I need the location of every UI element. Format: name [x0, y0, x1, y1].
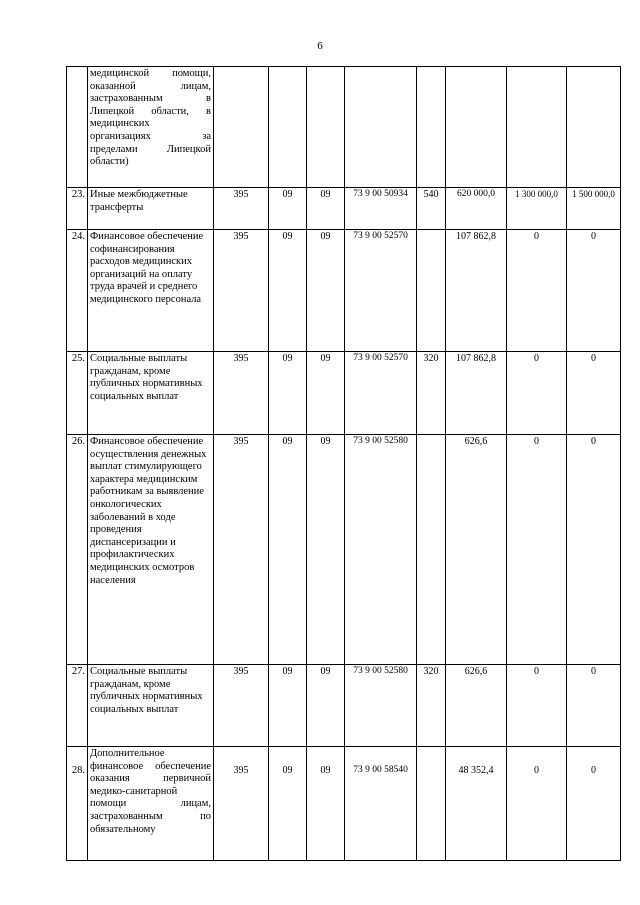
target-article-code: 73 9 00 52570 — [345, 230, 417, 352]
amount-year-3: 1 500 000,0 — [567, 188, 621, 230]
section-code: 09 — [269, 352, 307, 435]
expense-type-code — [417, 230, 446, 352]
amount-year-2: 0 — [507, 435, 567, 665]
expense-name: Социальные выплаты гражданам, кроме публичных нормативных социальных выплат — [88, 665, 214, 747]
target-article-code: 73 9 00 58540 — [345, 747, 417, 861]
amount-year-3: 0 — [567, 747, 621, 861]
subsection-code: 09 — [307, 665, 345, 747]
row-number: 27. — [67, 665, 88, 747]
table-row — [67, 747, 621, 861]
row-number — [67, 67, 88, 188]
amount-year-1: 107 862,8 — [446, 230, 507, 352]
expense-type-code — [417, 747, 446, 861]
admin-code: 395 — [214, 435, 269, 665]
amount-year-2: 0 — [507, 352, 567, 435]
row-number: 23. — [67, 188, 88, 230]
target-article-code — [345, 67, 417, 188]
section-code: 09 — [269, 188, 307, 230]
amount-year-2: 1 300 000,0 — [507, 188, 567, 230]
expense-type-code — [417, 67, 446, 188]
amount-year-1 — [446, 67, 507, 188]
table-row — [67, 230, 621, 352]
target-article-code: 73 9 00 52580 — [345, 665, 417, 747]
expense-name: Финансовое обеспечение софинансирования расходов медицинских организаций на оплату труда врачей и среднего медицинского персонала — [88, 230, 214, 352]
admin-code: 395 — [214, 230, 269, 352]
expense-name: Дополнительное финансовое обеспечение оказания первичной медико-санитарной помощи лицам, застрахованным по обязательному — [88, 747, 214, 861]
expense-name: Иные межбюджетные трансферты — [88, 188, 214, 230]
expense-type-code: 320 — [417, 352, 446, 435]
section-code: 09 — [269, 747, 307, 861]
table-row — [67, 435, 621, 665]
admin-code: 395 — [214, 352, 269, 435]
target-article-code: 73 9 00 52580 — [345, 435, 417, 665]
expense-name: медицинской помощи, оказанной лицам, застрахованным в Липецкой области, в медицинских организациях за пределами Липецкой области) — [88, 67, 214, 188]
subsection-code — [307, 67, 345, 188]
section-code: 09 — [269, 665, 307, 747]
subsection-code: 09 — [307, 352, 345, 435]
expense-name: Финансовое обеспечение осуществления денежных выплат стимулирующего характера медицинским работникам за выявление онкологических заболеваний в ходе проведения диспансеризации и профилактических медицинских осмотров населения — [88, 435, 214, 665]
amount-year-2: 0 — [507, 230, 567, 352]
row-number: 26. — [67, 435, 88, 665]
expense-type-code — [417, 435, 446, 665]
section-code: 09 — [269, 435, 307, 665]
amount-year-3: 0 — [567, 665, 621, 747]
amount-year-1: 626,6 — [446, 665, 507, 747]
amount-year-3 — [567, 67, 621, 188]
table-row — [67, 352, 621, 435]
amount-year-3: 0 — [567, 352, 621, 435]
amount-year-1: 48 352,4 — [446, 747, 507, 861]
budget-table — [66, 66, 621, 861]
subsection-code: 09 — [307, 747, 345, 861]
subsection-code: 09 — [307, 435, 345, 665]
subsection-code: 09 — [307, 230, 345, 352]
amount-year-1: 626,6 — [446, 435, 507, 665]
admin-code: 395 — [214, 747, 269, 861]
row-number: 28. — [67, 747, 88, 861]
section-code: 09 — [269, 230, 307, 352]
expense-type-code: 540 — [417, 188, 446, 230]
table-row — [67, 665, 621, 747]
amount-year-3: 0 — [567, 230, 621, 352]
table-row — [67, 67, 621, 188]
amount-year-2: 0 — [507, 747, 567, 861]
admin-code — [214, 67, 269, 188]
row-number: 25. — [67, 352, 88, 435]
page-number: 6 — [317, 40, 323, 52]
table-row — [67, 188, 621, 230]
subsection-code: 09 — [307, 188, 345, 230]
target-article-code: 73 9 00 52570 — [345, 352, 417, 435]
target-article-code: 73 9 00 50934 — [345, 188, 417, 230]
amount-year-1: 620 000,0 — [446, 188, 507, 230]
section-code — [269, 67, 307, 188]
admin-code: 395 — [214, 665, 269, 747]
amount-year-1: 107 862,8 — [446, 352, 507, 435]
amount-year-3: 0 — [567, 435, 621, 665]
row-number: 24. — [67, 230, 88, 352]
amount-year-2: 0 — [507, 665, 567, 747]
admin-code: 395 — [214, 188, 269, 230]
expense-type-code: 320 — [417, 665, 446, 747]
expense-name: Социальные выплаты гражданам, кроме публичных нормативных социальных выплат — [88, 352, 214, 435]
amount-year-2 — [507, 67, 567, 188]
